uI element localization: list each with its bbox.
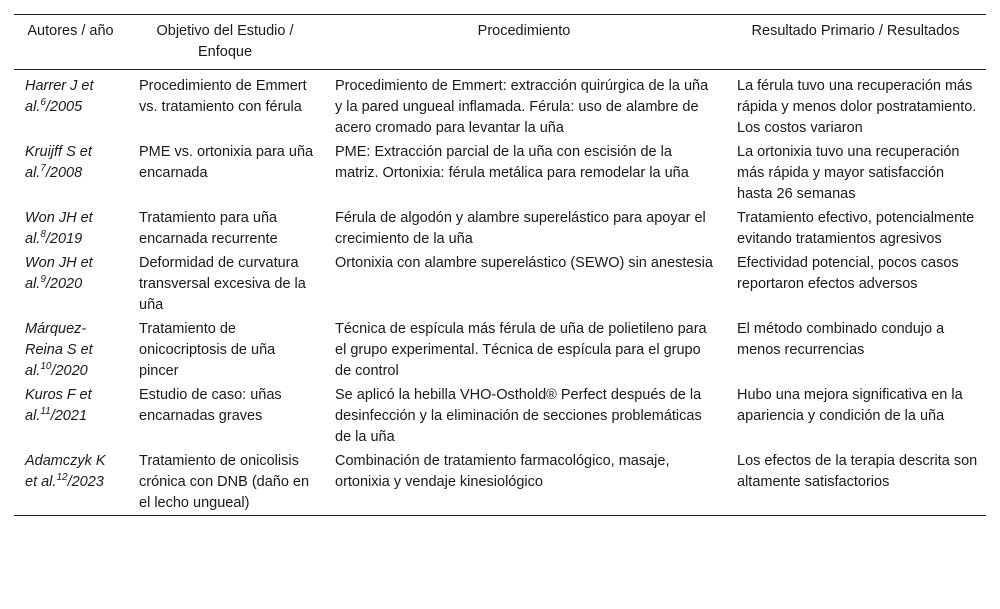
cell-resultado: Los efectos de la terapia descrita son altamente satisfactorios	[737, 453, 978, 490]
header-objetivo: Objetivo del Estudio / Enfoque	[156, 23, 294, 60]
cell-autor	[14, 317, 127, 383]
header-autores: Autores / año	[27, 23, 114, 39]
table-row	[14, 70, 986, 141]
cell-objetivo: PME vs. ortonixia para uña encarnada	[139, 144, 314, 181]
autor-year: /2020	[51, 363, 88, 379]
ref-number: 11	[40, 406, 51, 418]
cell-objetivo: Estudio de caso: uñas encarnadas graves	[139, 387, 282, 424]
studies-table	[14, 14, 986, 516]
table-row	[14, 317, 986, 383]
cell-resultado: La ortonixia tuvo una recuperación más rápida y mayor satisfacción hasta 26 semanas	[737, 144, 960, 202]
autor-name: Kuros F et al.	[25, 387, 92, 424]
header-resultado: Resultado Primario / Resultados	[751, 23, 960, 39]
table-body	[14, 70, 986, 516]
cell-autor	[14, 70, 127, 141]
autor-year: /2021	[50, 408, 88, 424]
studies-table-container	[14, 14, 986, 516]
cell-objetivo: Procedimiento de Emmert vs. tratamiento con férula	[139, 78, 307, 115]
cell-objetivo: Tratamiento de onicolisis crónica con DNB (daño en el lecho ungueal)	[139, 453, 310, 511]
cell-resultado: Tratamiento efectivo, potencialmente evitando tratamientos agresivos	[737, 210, 975, 247]
cell-procedimiento: Combinación de tratamiento farmacológico, masaje, ortonixia y vendaje kinesiológico	[335, 453, 670, 490]
cell-autor	[14, 449, 127, 516]
cell-objetivo: Deformidad de curvatura transversal excesiva de la uña	[139, 255, 306, 313]
cell-procedimiento: PME: Extracción parcial de la uña con escisión de la matriz. Ortonixia: férula metálica para remodelar la uña	[335, 144, 689, 181]
autor-name: Márquez-Reina S et al.	[25, 321, 93, 379]
autor-name: Won JH et al.	[25, 255, 93, 292]
table-header	[14, 15, 986, 70]
cell-procedimiento: Férula de algodón y alambre superelástico para apoyar el crecimiento de la uña	[335, 210, 706, 247]
autor-name: Harrer J et al.	[25, 78, 94, 115]
table-row	[14, 251, 986, 317]
autor-year: /2020	[45, 276, 83, 292]
table-row	[14, 449, 986, 516]
header-procedimiento: Procedimiento	[477, 23, 571, 39]
autor-year: /2023	[67, 474, 104, 490]
cell-resultado: El método combinado condujo a menos recurrencias	[737, 321, 945, 358]
cell-resultado: Efectividad potencial, pocos casos reportaron efectos adversos	[737, 255, 959, 292]
ref-number: 12	[56, 472, 68, 484]
ref-number: 8	[40, 229, 46, 241]
cell-autor	[14, 140, 127, 206]
autor-name: Adamczyk K et al.	[25, 453, 106, 490]
ref-number: 7	[40, 163, 46, 175]
cell-resultado: Hubo una mejora significativa en la apariencia y condición de la uña	[737, 387, 963, 424]
cell-resultado: La férula tuvo una recuperación más rápida y menos dolor postratamiento. Los costos variaron	[737, 78, 977, 136]
cell-procedimiento: Técnica de espícula más férula de uña de polietileno para el grupo experimental. Técnica de espícula para el grupo de control	[335, 321, 707, 379]
autor-year: /2008	[45, 165, 83, 181]
autor-name: Won JH et al.	[25, 210, 93, 247]
cell-procedimiento: Ortonixia con alambre superelástico (SEWO) sin anestesia	[335, 255, 713, 271]
header-row	[14, 15, 986, 70]
cell-autor	[14, 383, 127, 449]
ref-number: 6	[40, 97, 46, 109]
cell-procedimiento: Se aplicó la hebilla VHO-Osthold® Perfect después de la desinfección y la eliminación de secciones problemáticas de la uña	[335, 387, 702, 445]
cell-procedimiento: Procedimiento de Emmert: extracción quirúrgica de la uña y la pared ungueal inflamada. Férula: uso de alambre de acero cromado para levantar la uña	[335, 78, 709, 136]
ref-number: 9	[40, 274, 46, 286]
autor-name: Kruijff S et al.	[25, 144, 92, 181]
table-row	[14, 140, 986, 206]
cell-autor	[14, 206, 127, 251]
table-row	[14, 383, 986, 449]
autor-year: /2019	[45, 231, 83, 247]
ref-number: 10	[40, 361, 52, 373]
cell-objetivo: Tratamiento para uña encarnada recurrente	[139, 210, 278, 247]
cell-objetivo: Tratamiento de onicocriptosis de uña pincer	[139, 321, 276, 379]
cell-autor	[14, 251, 127, 317]
table-row	[14, 206, 986, 251]
autor-year: /2005	[45, 99, 83, 115]
